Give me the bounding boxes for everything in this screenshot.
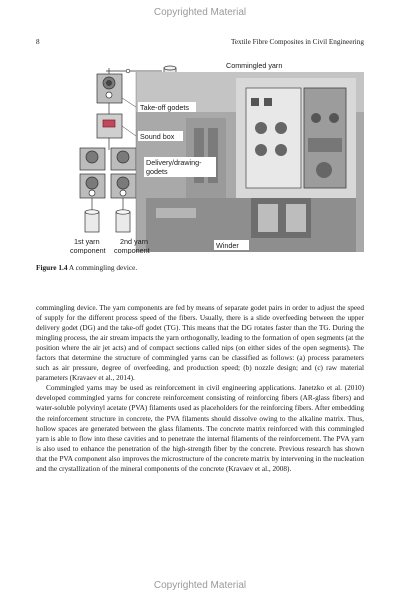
figure-graphic xyxy=(36,58,364,254)
label-sound-box: Sound box xyxy=(140,132,175,141)
book-title: Textile Fibre Composites in Civil Engineering xyxy=(230,38,364,46)
figure-caption xyxy=(36,263,137,272)
yarn-bobbin-1 xyxy=(85,212,99,232)
label-take-off-godets: Take-off godets xyxy=(140,103,190,112)
copyright-watermark-bottom: Copyrighted Material xyxy=(153,580,247,591)
running-head xyxy=(36,38,364,50)
label-delivery-drawing: Delivery/drawing- xyxy=(146,158,202,167)
label-winder: Winder xyxy=(216,241,239,250)
label-second-component: component xyxy=(114,246,150,254)
body-text xyxy=(36,303,364,474)
yarn-bobbin-2 xyxy=(116,212,130,232)
figure-caption-label: Figure 1.4 xyxy=(36,263,68,272)
label-first-yarn: 1st yarn xyxy=(74,237,100,246)
commingling-device-figure xyxy=(36,58,364,254)
label-godets: godets xyxy=(146,167,168,176)
label-commingled-yarn: Commingled yarn xyxy=(226,61,283,70)
paragraph-1: commingling device. The yarn components are fed by means of separate godet pairs in order to adjust the speed of supply for the different process speed of the fibers. Usually, there is a slide overfeeding between the upper delivery godet (DG) and the take-off godet (TG). This means that the DG rotates faster than the TG. During the mingling process, the air stream impacts the yarn orthogonally, leading to the formation of open segments (at the position where the air jet acts) and of compact sections called nips (on either sides of the open segments). The factors that determine the structure of commingled yarns can be classified as follows: (a) process parameters such as air pressure, degree of overfeeding, and production speed; (b) nozzle design; and (c) raw material parameters (Kravaev et al., 2014). xyxy=(36,304,364,383)
label-first-component: component xyxy=(70,246,106,254)
label-second-yarn: 2nd yarn xyxy=(120,237,148,246)
page-number: 8 xyxy=(36,38,40,46)
paragraph-2: Commingled yarns may be used as reinforcement in civil engineering applications. Janetzko et al. (2010) developed commingled yarns for concrete reinforcement consisting of reinforcing fibers (AR-glass fibers) and water-soluble polyvinyl acetate (PVA) filaments used as placeholders for the reinforcing fibers. After embedding the reinforcement structure in concrete, the PVA filaments should dissolve owing to the alkaline matrix. Thus, hollow spaces are generated between the glass filaments. The concrete matrix reinforced with this commingled yarn is able to flow into these cavities and to penetrate the internal filaments of the reinforcement. The PVA yarn is also used to enhance the penetration of the high-strength fiber by the concrete. Previous research has shown that the PVA component also improves the microstructure of the concrete matrix by intervening in the nucleation and the crystallization of the mineral components of the concrete (Kravaev et al., 2008). xyxy=(36,384,364,473)
figure-caption-text: A commingling device. xyxy=(67,263,138,272)
copyright-watermark-top: Copyrighted Material xyxy=(153,7,247,18)
